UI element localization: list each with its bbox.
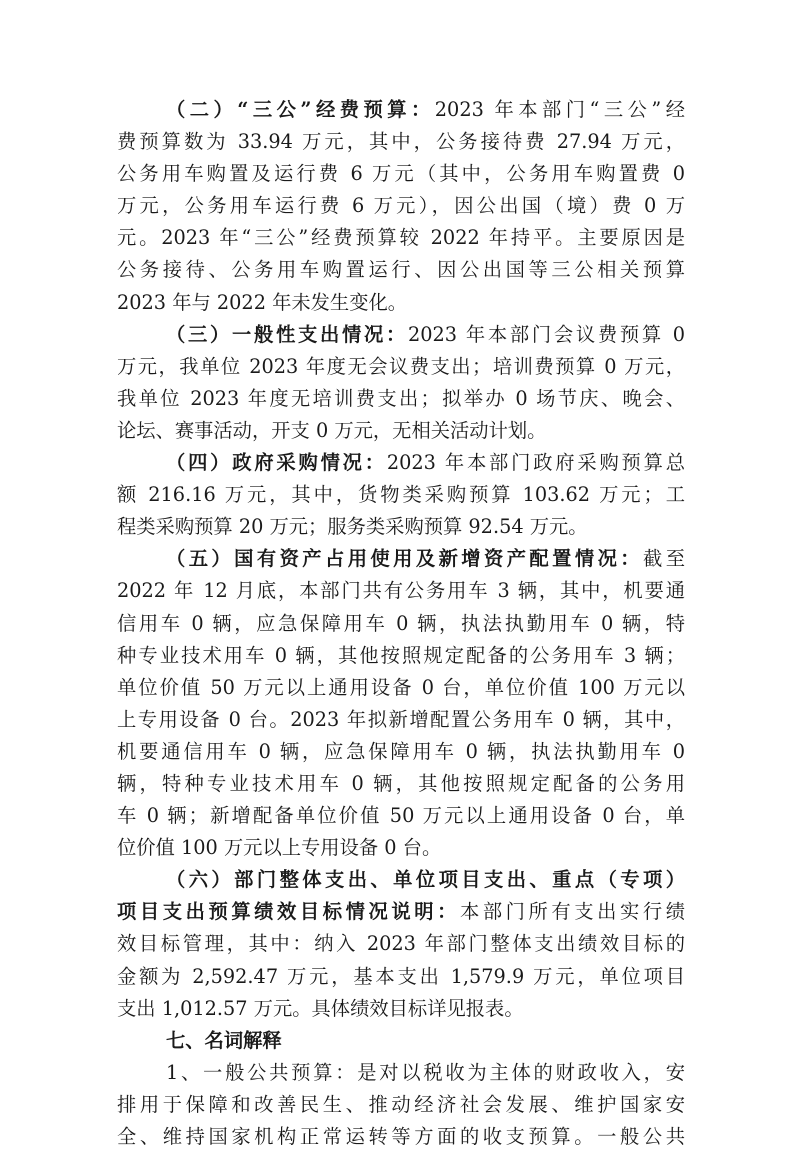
- text-line: [117, 415, 685, 447]
- body-text: 元。2023 年“三公”经费预算较 2022 年持平。主要原因是: [117, 226, 685, 250]
- body-text: 万元，我单位 2023 年度无会议费支出；培训费预算 0 万元，: [117, 354, 685, 378]
- text-line: [117, 1057, 685, 1089]
- text-line: [117, 608, 685, 640]
- body-text: 2023 年本部门“三公”经: [434, 98, 685, 121]
- bold-lead-text: （六）部门整体支出、单位项目支出、重点（专项）: [166, 868, 685, 892]
- body-text: 1、一般公共预算：是对以税收为主体的财政收入，安: [166, 1060, 685, 1084]
- text-line: [117, 896, 685, 928]
- text-line: [117, 961, 685, 993]
- text-line: [117, 928, 685, 960]
- text-line: [117, 190, 685, 222]
- text-line: [117, 800, 685, 832]
- text-line: [117, 94, 685, 126]
- body-text: 全、维持国家机构正常运转等方面的收支预算。一般公共: [117, 1125, 685, 1148]
- bold-lead-text: 七、名词解释: [166, 1028, 282, 1052]
- bold-lead-text: （四）政府采购情况：: [166, 451, 387, 475]
- body-text: 机要通信用车 0 辆，应急保障用车 0 辆，执法执勤用车 0: [117, 739, 685, 763]
- body-text: 我单位 2023 年度无培训费支出；拟举办 0 场节庆、晚会、: [117, 386, 685, 410]
- text-line: [117, 543, 685, 575]
- bold-lead-text: 项目支出预算绩效目标情况说明：: [117, 900, 460, 924]
- body-text: 信用车 0 辆，应急保障用车 0 辆，执法执勤用车 0 辆，特: [117, 611, 685, 635]
- text-line: [117, 736, 685, 768]
- body-text: 2023 年与 2022 年未发生变化。: [117, 290, 408, 314]
- document-body: [117, 94, 685, 1153]
- text-line: [117, 319, 685, 351]
- body-text: 效目标管理，其中：纳入 2023 年部门整体支出绩效目标的: [117, 932, 685, 956]
- section-heading: [117, 1025, 685, 1057]
- text-line: [117, 351, 685, 383]
- text-line: [117, 447, 685, 479]
- text-line: [117, 287, 685, 319]
- body-text: 2022 年 12 月底，本部门共有公务用车 3 辆，其中，机要通: [117, 579, 685, 603]
- text-line: [117, 704, 685, 736]
- text-line: [117, 126, 685, 158]
- body-text: 金额为 2,592.47 万元，基本支出 1,579.9 万元，单位项目: [117, 964, 685, 988]
- text-line: [117, 672, 685, 704]
- body-text: 额 216.16 万元，其中，货物类采购预算 103.62 万元；工: [117, 483, 685, 507]
- body-text: 种专业技术用车 0 辆，其他按照规定配备的公务用车 3 辆；: [117, 643, 685, 667]
- body-text: 费预算数为 33.94 万元，其中，公务接待费 27.94 万元，: [117, 130, 685, 154]
- body-text: 排用于保障和改善民生、推动经济社会发展、维护国家安: [117, 1092, 685, 1116]
- text-line: [117, 158, 685, 190]
- text-line: [117, 383, 685, 415]
- body-text: 位价值 100 万元以上专用设备 0 台。: [117, 836, 442, 860]
- bold-lead-text: （五）国有资产占用使用及新增资产配置情况：: [166, 547, 644, 571]
- body-text: 2023 年本部门会议费预算 0: [407, 322, 685, 346]
- text-line: [117, 479, 685, 511]
- body-text: 2023 年本部门政府采购预算总: [386, 451, 685, 475]
- body-text: 本部门所有支出实行绩: [459, 900, 686, 924]
- text-line: [117, 222, 685, 254]
- body-text: 公务接待、公务用车购置运行、因公出国等三公相关预算: [117, 258, 685, 282]
- body-text: 截至: [643, 547, 686, 571]
- text-line: [117, 511, 685, 543]
- text-line: [117, 768, 685, 800]
- body-text: 车 0 辆；新增配备单位价值 50 万元以上通用设备 0 台，单: [117, 804, 685, 828]
- text-line: [117, 993, 685, 1025]
- body-text: 程类采购预算 20 万元；服务类采购预算 92.54 万元。: [117, 515, 588, 539]
- body-text: 万元，公务用车运行费 6 万元），因公出国（境）费 0 万: [117, 194, 685, 218]
- text-line: [117, 254, 685, 286]
- text-line: [117, 864, 685, 896]
- bold-lead-text: （三）一般性支出情况：: [166, 322, 408, 346]
- text-line: [117, 1121, 685, 1153]
- text-line: [117, 575, 685, 607]
- text-line: [117, 832, 685, 864]
- body-text: 公务用车购置及运行费 6 万元（其中，公务用车购置费 0: [117, 162, 685, 186]
- body-text: 上专用设备 0 台。2023 年拟新增配置公务用车 0 辆，其中，: [117, 707, 685, 731]
- bold-lead-text: （二）“三公”经费预算：: [166, 98, 435, 121]
- body-text: 辆，特种专业技术用车 0 辆，其他按照规定配备的公务用: [117, 771, 685, 795]
- body-text: 单位价值 50 万元以上通用设备 0 台，单位价值 100 万元以: [117, 675, 685, 699]
- text-line: [117, 1089, 685, 1121]
- body-text: 论坛、赛事活动，开支 0 万元，无相关活动计划。: [117, 418, 547, 442]
- text-line: [117, 640, 685, 672]
- body-text: 支出 1,012.57 万元。具体绩效目标详见报表。: [117, 996, 524, 1020]
